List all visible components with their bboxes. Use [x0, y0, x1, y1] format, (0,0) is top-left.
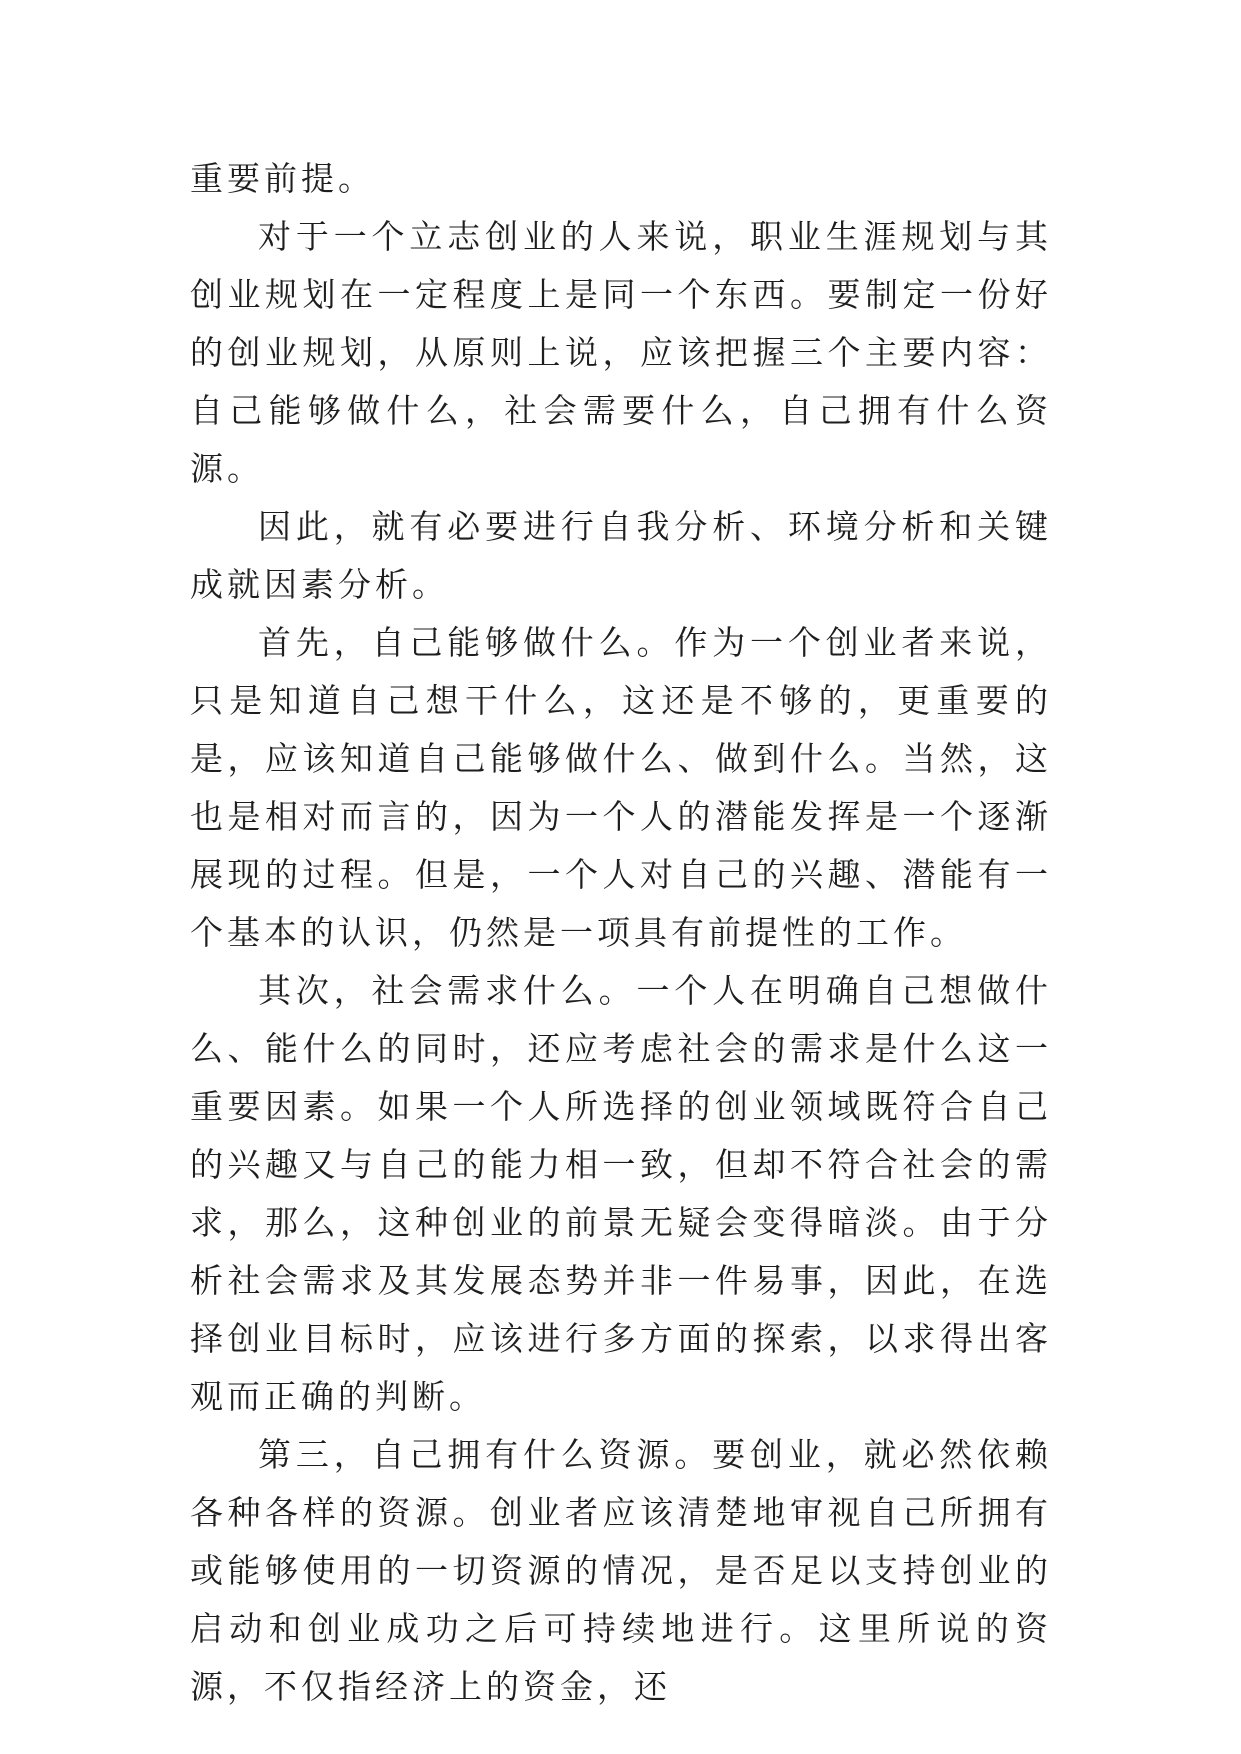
paragraph-resources: 第三，自己拥有什么资源。要创业，就必然依赖各种各样的资源。创业者应该清楚地审视自己所拥有或能够使用的一切资源的情况，是否足以支持创业的启动和创业成功之后可持续地进行。这里所说的资源，不仅指经济上的资金，还 [190, 1435, 1052, 1706]
paragraph-what-i-can-do: 首先，自己能够做什么。作为一个创业者来说，只是知道自己想干什么，这还是不够的，更重要的是，应该知道自己能够做什么、做到什么。当然，这也是相对而言的，因为一个人的潜能发挥是一个逐渐展现的过程。但是，一个人对自己的兴趣、潜能有一个基本的认识，仍然是一项具有前提性的工作。 [190, 623, 1052, 952]
paragraph-career-planning: 对于一个立志创业的人来说，职业生涯规划与其创业规划在一定程度上是同一个东西。要制定一份好的创业规划，从原则上说，应该把握三个主要内容：自己能够做什么，社会需要什么，自己拥有什么资源。 [190, 217, 1052, 488]
document-body [190, 150, 1052, 1716]
paragraph-social-demand: 其次，社会需求什么。一个人在明确自己想做什么、能什么的同时，还应考虑社会的需求是什么这一重要因素。如果一个人所选择的创业领域既符合自己的兴趣又与自己的能力相一致，但却不符合社会的需求，那么，这种创业的前景无疑会变得暗淡。由于分析社会需求及其发展态势并非一件易事，因此，在选择创业目标时，应该进行多方面的探索，以求得出客观而正确的判断。 [190, 971, 1052, 1416]
paragraph-analysis-needed: 因此，就有必要进行自我分析、环境分析和关键成就因素分析。 [190, 507, 1052, 604]
paragraph-continuation: 重要前提。 [190, 159, 375, 198]
